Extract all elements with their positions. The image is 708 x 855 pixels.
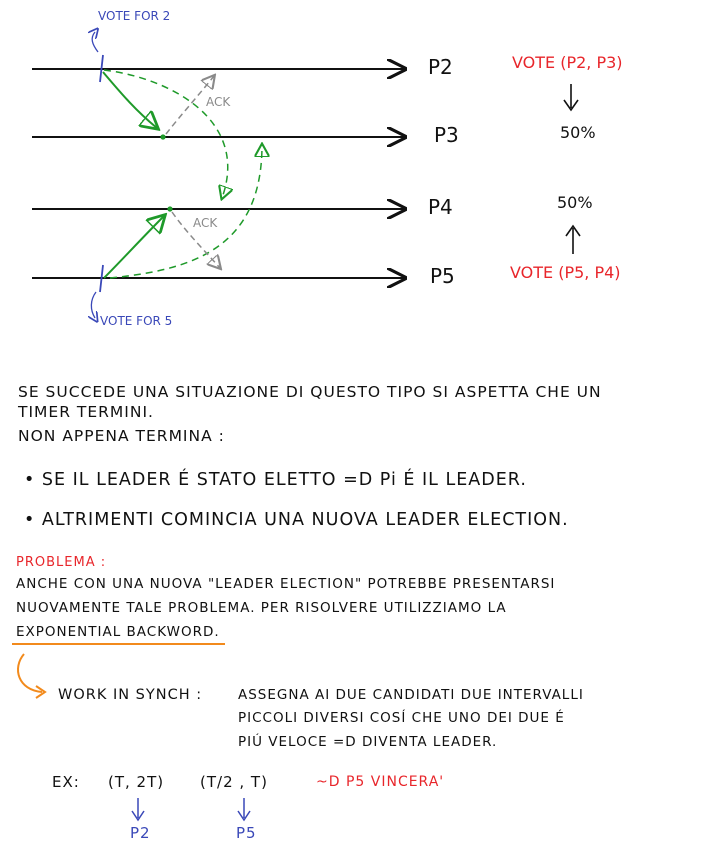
work-in-synch-label: WORK IN SYNCH :: [58, 687, 203, 703]
arrow-to-p5: [238, 798, 250, 820]
problem-line-3: EXPONENTIAL BACKWORD.: [16, 624, 220, 640]
problem-line-2: NUOVAMENTE TALE PROBLEMA. PER RISOLVERE UTILIZZIAMO LA: [16, 600, 507, 616]
vote-message-p2-p3: [103, 72, 157, 128]
vote-for-5-pointer: [91, 292, 96, 318]
process-label-p5: P5: [430, 264, 455, 288]
solution-line-2: PICCOLI DIVERSI COSÍ CHE UNO DEI DUE É: [238, 710, 565, 726]
percent-p4: 50%: [557, 193, 593, 212]
solution-line-3: PIÚ VELOCE =D DIVENTA LEADER.: [238, 734, 498, 750]
ack-label-bottom: ACK: [193, 216, 218, 230]
example-arrows: [0, 796, 300, 826]
bullet-elected: • SE IL LEADER É STATO ELETTO =D Pi É IL LEADER.: [24, 470, 527, 490]
example-interval-1: (T, 2T): [108, 773, 165, 791]
example-label: EX:: [52, 773, 80, 791]
arrow-up-to-50: [566, 226, 580, 254]
orange-curve-arrow: [18, 654, 42, 692]
intro-line-1: SE SUCCEDE UNA SITUAZIONE DI QUESTO TIPO SI ASPETTA CHE UN: [18, 383, 602, 401]
vote-for-2-label: VOTE FOR 2: [98, 9, 171, 23]
intro-line-3: NON APPENA TERMINA :: [18, 427, 225, 445]
bullet-new-election: • ALTRIMENTI COMINCIA UNA NUOVA LEADER ELECTION.: [24, 510, 569, 530]
vote-message-p2-p4: [104, 70, 228, 198]
problem-line-1: ANCHE CON UNA NUOVA "LEADER ELECTION" POTREBBE PRESENTARSI: [16, 576, 556, 592]
election-diagram: [0, 0, 708, 340]
vote-p2-p3-label: VOTE (P2, P3): [512, 53, 623, 72]
vote-p5-p4-label: VOTE (P5, P4): [510, 263, 621, 282]
vote-message-p5-p3: [110, 145, 262, 278]
arrow-down-to-50: [564, 84, 578, 110]
arrow-to-p2: [132, 798, 144, 820]
vote-for-2-pointer: [92, 32, 98, 52]
solution-line-1: ASSEGNA AI DUE CANDIDATI DUE INTERVALLI: [238, 687, 584, 703]
process-label-p2: P2: [428, 55, 453, 79]
process-label-p4: P4: [428, 195, 453, 219]
process-label-p3: P3: [434, 123, 459, 147]
receive-dot-p3: [160, 134, 165, 139]
vote-message-p5-p4: [104, 216, 164, 278]
example-interval-2: (T/2 , T): [200, 773, 268, 791]
example-target-p5: P5: [236, 824, 257, 842]
ack-label-top: ACK: [206, 95, 231, 109]
vote-for-5-label: VOTE FOR 5: [100, 314, 173, 328]
percent-p3: 50%: [560, 123, 596, 142]
example-target-p2: P2: [130, 824, 151, 842]
example-winner-text: ~D P5 VINCERA': [316, 774, 445, 790]
problem-title: PROBLEMA :: [16, 555, 107, 570]
intro-line-2: TIMER TERMINI.: [18, 403, 154, 421]
receive-dot-p4: [167, 206, 172, 211]
